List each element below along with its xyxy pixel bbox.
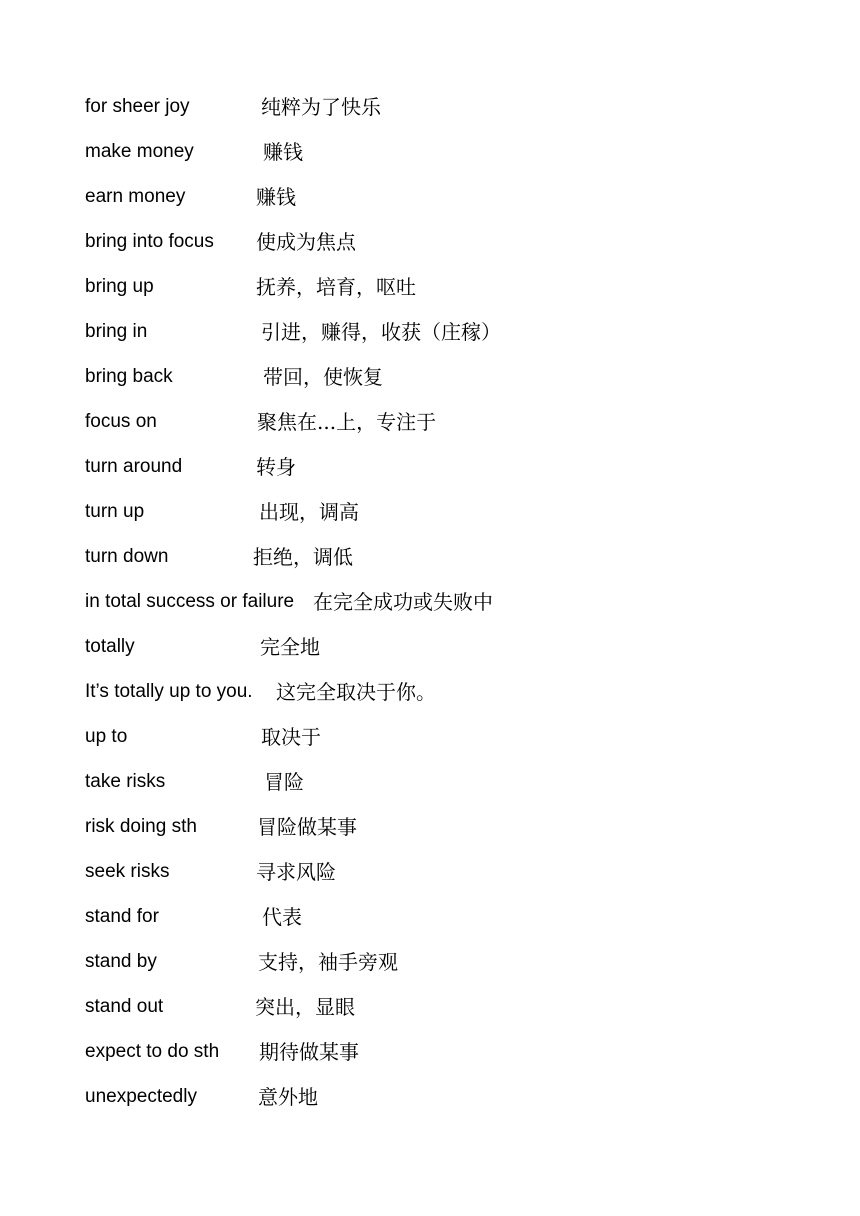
english-phrase: risk doing sth — [85, 816, 197, 837]
chinese-meaning: 代表 — [262, 905, 302, 929]
english-phrase: bring in — [85, 321, 148, 342]
chinese-meaning: 取决于 — [261, 725, 321, 749]
english-phrase: take risks — [85, 771, 166, 792]
vocab-entry — [0, 767, 860, 797]
vocab-entry — [0, 182, 860, 212]
chinese-meaning: 使成为焦点 — [256, 230, 356, 254]
chinese-meaning: 转身 — [256, 455, 296, 479]
vocab-entry — [0, 857, 860, 887]
vocab-entry — [0, 722, 860, 752]
english-phrase: unexpectedly — [85, 1086, 197, 1107]
vocab-entry — [0, 1037, 860, 1067]
vocab-entry — [0, 227, 860, 257]
chinese-meaning: 出现，调高 — [259, 500, 359, 524]
english-phrase: make money — [85, 141, 194, 162]
english-phrase: bring into focus — [85, 231, 214, 252]
vocab-entry — [0, 317, 860, 347]
chinese-meaning: 这完全取决于你。 — [276, 680, 436, 704]
vocab-entry — [0, 677, 860, 707]
chinese-meaning: 引进，赚得，收获（庄稼） — [261, 320, 501, 344]
english-phrase: bring back — [85, 366, 173, 387]
vocab-entry — [0, 632, 860, 662]
vocab-entry — [0, 497, 860, 527]
chinese-meaning: 带回，使恢复 — [263, 365, 383, 389]
vocab-entry — [0, 947, 860, 977]
english-phrase: turn up — [85, 501, 145, 522]
vocab-entry — [0, 272, 860, 302]
chinese-meaning: 纯粹为了快乐 — [261, 95, 381, 119]
chinese-meaning: 期待做某事 — [259, 1040, 359, 1064]
english-phrase: stand out — [85, 996, 164, 1017]
vocab-entry — [0, 902, 860, 932]
chinese-meaning: 聚焦在...上，专注于 — [257, 410, 437, 434]
vocab-entry — [0, 92, 860, 122]
english-phrase: expect to do sth — [85, 1041, 220, 1062]
vocab-entry — [0, 812, 860, 842]
english-phrase: stand for — [85, 906, 159, 927]
vocab-entry — [0, 137, 860, 167]
chinese-meaning: 在完全成功或失败中 — [313, 590, 493, 614]
chinese-meaning: 寻求风险 — [256, 860, 336, 884]
vocab-entry — [0, 1082, 860, 1112]
chinese-meaning: 意外地 — [258, 1085, 318, 1109]
english-phrase: earn money — [85, 186, 186, 207]
vocab-entry — [0, 587, 860, 617]
english-phrase: bring up — [85, 276, 154, 297]
english-phrase: totally — [85, 636, 135, 657]
chinese-meaning: 冒险做某事 — [257, 815, 357, 839]
chinese-meaning: 突出，显眼 — [255, 995, 355, 1019]
vocab-entry — [0, 542, 860, 572]
chinese-meaning: 抚养，培育，呕吐 — [256, 275, 416, 299]
vocab-entry — [0, 992, 860, 1022]
vocab-entry — [0, 452, 860, 482]
english-phrase: seek risks — [85, 861, 170, 882]
chinese-meaning: 拒绝，调低 — [253, 545, 353, 569]
english-phrase: turn down — [85, 546, 169, 567]
chinese-meaning: 完全地 — [260, 635, 320, 659]
chinese-meaning: 支持，袖手旁观 — [258, 950, 398, 974]
english-phrase: stand by — [85, 951, 157, 972]
english-phrase: focus on — [85, 411, 157, 432]
english-phrase: in total success or failure — [85, 591, 295, 612]
english-phrase: for sheer joy — [85, 96, 190, 117]
vocab-entry — [0, 362, 860, 392]
english-sentence: It’s totally up to you. — [85, 681, 253, 702]
vocab-entry — [0, 407, 860, 437]
english-phrase: up to — [85, 726, 128, 747]
english-phrase: turn around — [85, 456, 183, 477]
chinese-meaning: 赚钱 — [263, 140, 303, 164]
chinese-meaning: 冒险 — [264, 770, 304, 794]
chinese-meaning: 赚钱 — [256, 185, 296, 209]
